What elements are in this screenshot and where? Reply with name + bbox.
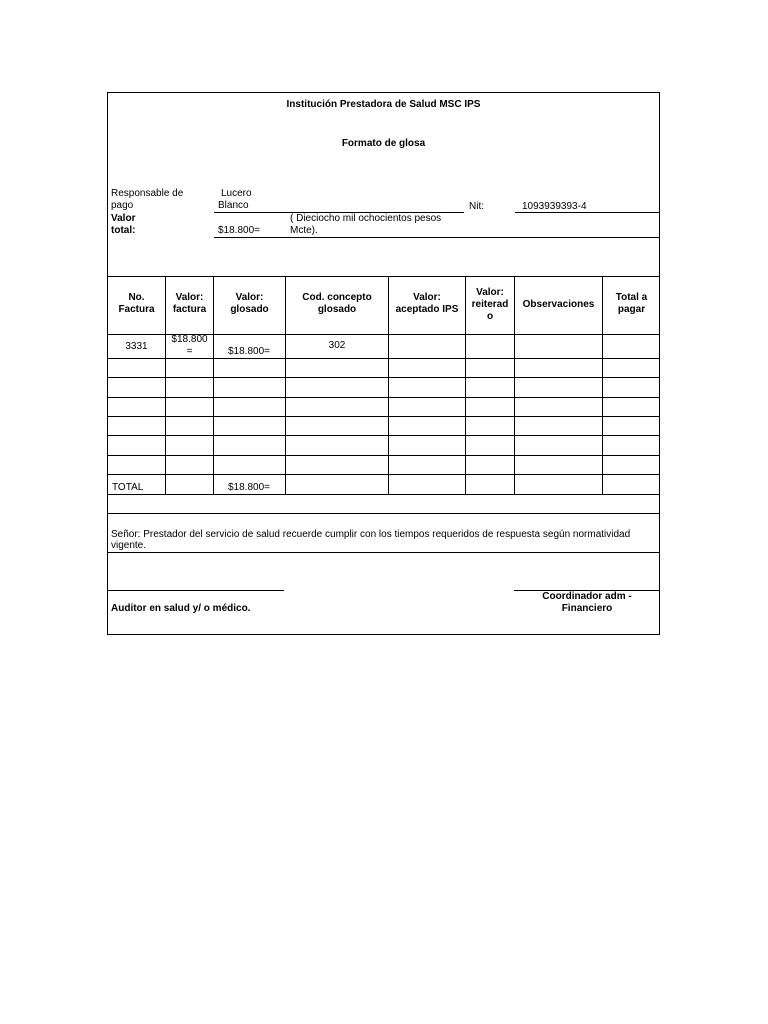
header-cod-concepto-1: Cod. concepto bbox=[302, 292, 372, 303]
header-valor-factura-2: factura bbox=[172, 304, 207, 315]
form-title: Formato de glosa bbox=[341, 138, 426, 149]
total-label: TOTAL bbox=[112, 482, 144, 493]
table-top-border bbox=[107, 276, 660, 277]
signature-line-left bbox=[107, 590, 284, 591]
row-border bbox=[107, 455, 660, 456]
signature-right-label-1: Coordinador adm - bbox=[542, 591, 632, 602]
header-aceptado-2: aceptado IPS bbox=[395, 304, 459, 315]
row-border bbox=[107, 377, 660, 378]
header-aceptado-1: Valor: bbox=[413, 292, 441, 303]
form-frame bbox=[107, 92, 660, 635]
notice-line-1: Señor: Prestador del servicio de salud recuerde cumplir con los tiempos requeridos de respuesta según normatividad bbox=[111, 529, 631, 540]
notice-line-2: vigente. bbox=[111, 540, 147, 551]
row1-valor-factura-2: = bbox=[186, 346, 193, 357]
nit-underline bbox=[515, 212, 660, 213]
total-glosado: $18.800= bbox=[228, 482, 270, 493]
nit-value: 1093939393-4 bbox=[522, 201, 587, 212]
row-border bbox=[107, 474, 660, 475]
valor-value: $18.800= bbox=[218, 225, 260, 236]
signature-left-label: Auditor en salud y/ o médico. bbox=[111, 603, 251, 614]
header-no-factura-2: Factura bbox=[118, 304, 155, 315]
header-reiterado-2: reiterad bbox=[471, 299, 509, 310]
valor-words-2: Mcte). bbox=[290, 225, 318, 236]
notice-bottom-border bbox=[107, 552, 660, 553]
nit-label: Nit: bbox=[469, 201, 484, 212]
responsable-value-2: Blanco bbox=[218, 200, 249, 211]
signature-right-label-2: Financiero bbox=[561, 603, 613, 614]
institution-title: Institución Prestadora de Salud MSC IPS bbox=[286, 99, 481, 110]
row-border bbox=[107, 358, 660, 359]
valor-label-1: Valor bbox=[111, 213, 136, 224]
valor-label-2: total: bbox=[111, 225, 136, 236]
responsable-value-1: Lucero bbox=[221, 188, 252, 199]
header-total-pagar-2: pagar bbox=[617, 304, 646, 315]
header-valor-glosado-1: Valor: bbox=[235, 292, 264, 303]
row-border bbox=[107, 435, 660, 436]
header-valor-glosado-2: glosado bbox=[230, 304, 269, 315]
header-cod-concepto-2: glosado bbox=[317, 304, 357, 315]
header-reiterado-1: Valor: bbox=[476, 287, 504, 298]
row1-valor-glosado: $18.800= bbox=[228, 346, 270, 357]
header-no-factura-1: No. bbox=[128, 292, 145, 303]
row-border bbox=[107, 416, 660, 417]
row-border bbox=[107, 397, 660, 398]
table-bottom-border bbox=[107, 494, 660, 495]
row1-valor-factura-1: $18.800 bbox=[171, 334, 208, 345]
header-valor-factura-1: Valor: bbox=[175, 292, 204, 303]
responsable-label-1: Responsable de bbox=[111, 188, 184, 199]
row1-factura: 3331 bbox=[125, 341, 148, 352]
notice-top-border bbox=[107, 513, 660, 514]
header-observaciones: Observaciones bbox=[522, 299, 595, 310]
valor-underline bbox=[214, 237, 660, 238]
valor-words-1: ( Dieciocho mil ochocientos pesos bbox=[290, 213, 442, 224]
header-reiterado-3: o bbox=[486, 311, 494, 322]
header-total-pagar-1: Total a bbox=[615, 292, 648, 303]
row1-cod-concepto: 302 bbox=[328, 340, 346, 351]
responsable-label-2: pago bbox=[111, 200, 134, 211]
